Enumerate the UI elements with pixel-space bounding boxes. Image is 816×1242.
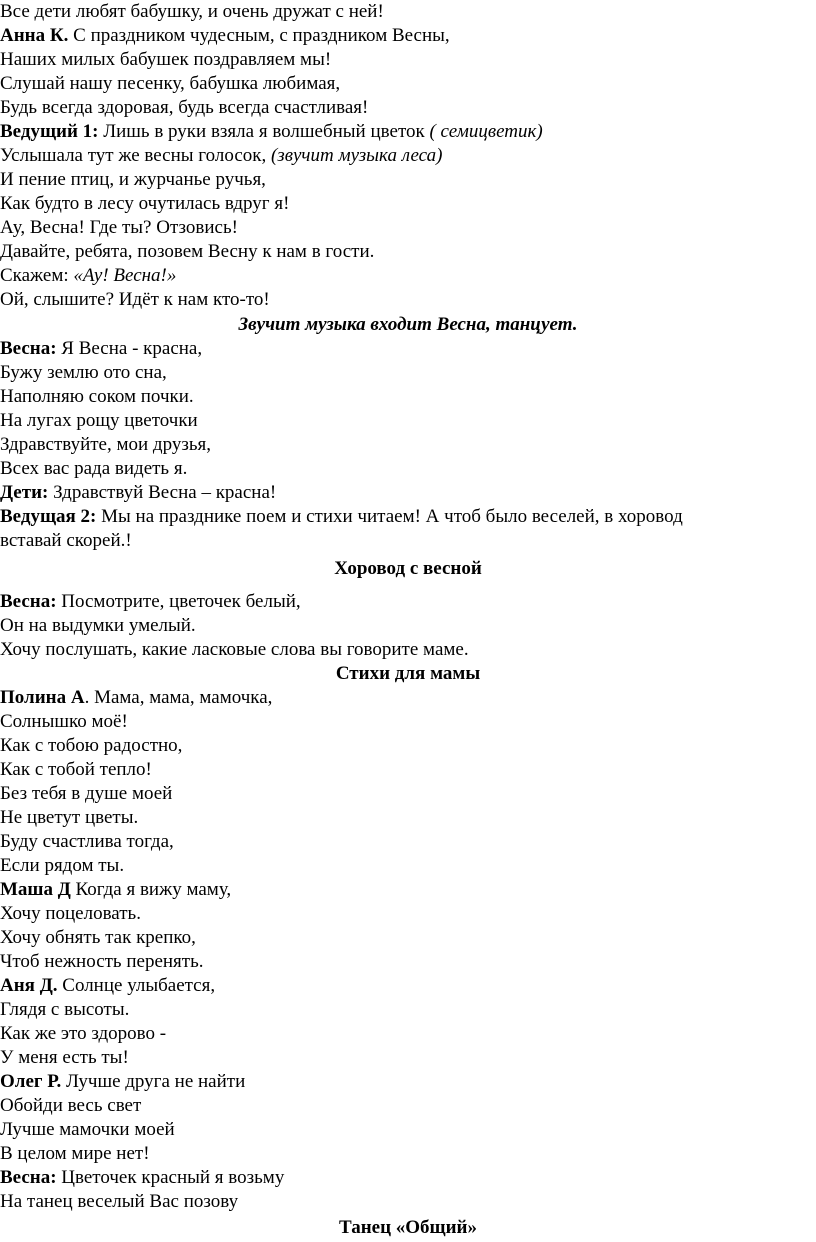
text-line [0,830,174,854]
text-line [0,1022,166,1046]
text-line [0,590,301,614]
text-line [0,457,187,481]
line-text: У меня есть ты! [0,1047,129,1068]
line-text: Услышала тут же весны голосок, [0,145,271,166]
speaker-name: Хоровод с весной [334,558,482,579]
speaker-name: Аня Д. [0,975,58,996]
text-line [0,1094,141,1118]
text-line [0,758,152,782]
text-line [0,505,683,529]
line-text: Здравствуй Весна – красна! [48,482,277,503]
line-text: Лучше мамочки моей [0,1119,175,1140]
section-heading [0,557,816,581]
line-text: Лишь в руки взяла я волшебный цветок [98,121,430,142]
text-line [0,168,266,192]
text-line [0,1190,238,1214]
text-line [0,144,442,168]
stage-direction: «Ау! Весна!» [73,265,177,286]
line-text: Наших милых бабушек поздравляем мы! [0,49,332,70]
text-line [0,96,368,120]
text-line [0,0,384,24]
line-text: Как же это здорово - [0,1023,167,1044]
speaker-name: Полина А [0,687,85,708]
speaker-name: Анна К. [0,25,69,46]
section-heading [0,1216,816,1240]
text-line [0,902,141,926]
text-line [0,385,194,409]
line-text: Лучше друга не найти [61,1071,246,1092]
line-text: Чтоб нежность перенять. [0,951,204,972]
line-text: Я Весна - красна, [56,338,203,359]
text-line [0,710,128,734]
text-line [0,433,211,457]
speaker-name: Весна: [0,1167,57,1188]
text-line [0,409,198,433]
text-line [0,1046,129,1070]
speaker-name: Маша Д [0,879,71,900]
section-heading [0,662,816,686]
text-line [0,72,340,96]
text-line [0,48,331,72]
line-text: На танец веселый Вас позову [0,1191,239,1212]
text-line [0,878,231,902]
text-line [0,734,182,758]
speaker-name: Стихи для мамы [335,663,481,684]
line-text: Будь всегда здоровая, будь всегда счастливая! [0,97,369,118]
text-line [0,806,138,830]
speaker-name: Олег Р. [0,1071,62,1092]
text-line [0,1070,245,1094]
text-line [0,998,129,1022]
text-line [0,974,215,998]
text-line [0,1142,150,1166]
text-line [0,337,202,361]
speaker-name: Ведущая 2: [0,506,97,527]
line-text: Цветочек красный я возьму [56,1167,285,1188]
line-text: В целом мире нет! [0,1143,150,1164]
line-text: . Мама, мама, мамочка, [84,687,273,708]
line-text: Хочу обнять так крепко, [0,927,196,948]
line-text: И пение птиц, и журчанье ручья, [0,169,266,190]
speaker-name: Танец «Общий» [339,1217,477,1238]
line-text: Как с тобой тепло! [0,759,152,780]
text-line [0,950,204,974]
line-text: Скажем: [0,265,74,286]
text-line [0,361,167,385]
stage-direction: ( семицветик) [429,121,543,142]
line-text: Глядя с высоты. [0,999,130,1020]
line-text: Хочу поцеловать. [0,903,141,924]
line-text: Не цветут цветы. [0,807,139,828]
speaker-name: Ведущий 1: [0,121,99,142]
text-line [0,782,172,806]
text-line [0,264,176,288]
line-text: Бужу землю ото сна, [0,362,167,383]
line-text: Всех вас рада видеть я. [0,458,188,479]
text-line [0,926,196,950]
text-line [0,288,270,312]
line-text: Посмотрите, цветочек белый, [56,591,301,612]
line-text: Когда я вижу маму, [70,879,232,900]
line-text: Без тебя в душе моей [0,783,173,804]
text-line [0,638,469,662]
text-line [0,24,450,48]
line-text: Мы на празднике поем и стихи читаем! А чтоб было веселей, в хоровод [96,506,683,527]
stage-direction: Звучит музыка входит Весна, танцует. [238,314,578,335]
line-text: вставай скорей.! [0,530,132,551]
text-line [0,216,238,240]
line-text: Если рядом ты. [0,855,125,876]
line-text: Ау, Весна! Где ты? Отзовись! [0,217,238,238]
line-text: Солнце улыбается, [57,975,216,996]
text-line [0,1118,175,1142]
stage-direction: (звучит музыка леса) [270,145,443,166]
line-text: Солнышко моё! [0,711,128,732]
line-text: Обойди весь свет [0,1095,142,1116]
line-text: Здравствуйте, мои друзья, [0,434,211,455]
line-text: На лугах рощу цветочки [0,410,198,431]
text-line [0,529,132,553]
text-line [0,481,276,505]
line-text: С праздником чудесным, с праздником Весны, [68,25,450,46]
line-text: Ой, слышите? Идёт к нам кто-то! [0,289,270,310]
text-line [0,854,124,878]
line-text: Как будто в лесу очутилась вдруг я! [0,193,290,214]
text-line [0,240,374,264]
line-text: Наполняю соком почки. [0,386,194,407]
line-text: Давайте, ребята, позовем Весну к нам в гости. [0,241,375,262]
text-line [0,686,272,710]
section-heading [0,313,816,337]
line-text: Как с тобою радостно, [0,735,183,756]
text-line [0,1166,284,1190]
text-line [0,614,196,638]
line-text: Буду счастлива тогда, [0,831,174,852]
text-line [0,120,543,144]
speaker-name: Весна: [0,338,57,359]
speaker-name: Дети: [0,482,49,503]
text-line [0,192,289,216]
line-text: Хочу послушать, какие ласковые слова вы говорите маме. [0,639,469,660]
line-text: Он на выдумки умелый. [0,615,196,636]
line-text: Слушай нашу песенку, бабушка любимая, [0,73,341,94]
speaker-name: Весна: [0,591,57,612]
line-text: Все дети любят бабушку, и очень дружат с ней! [0,1,384,22]
